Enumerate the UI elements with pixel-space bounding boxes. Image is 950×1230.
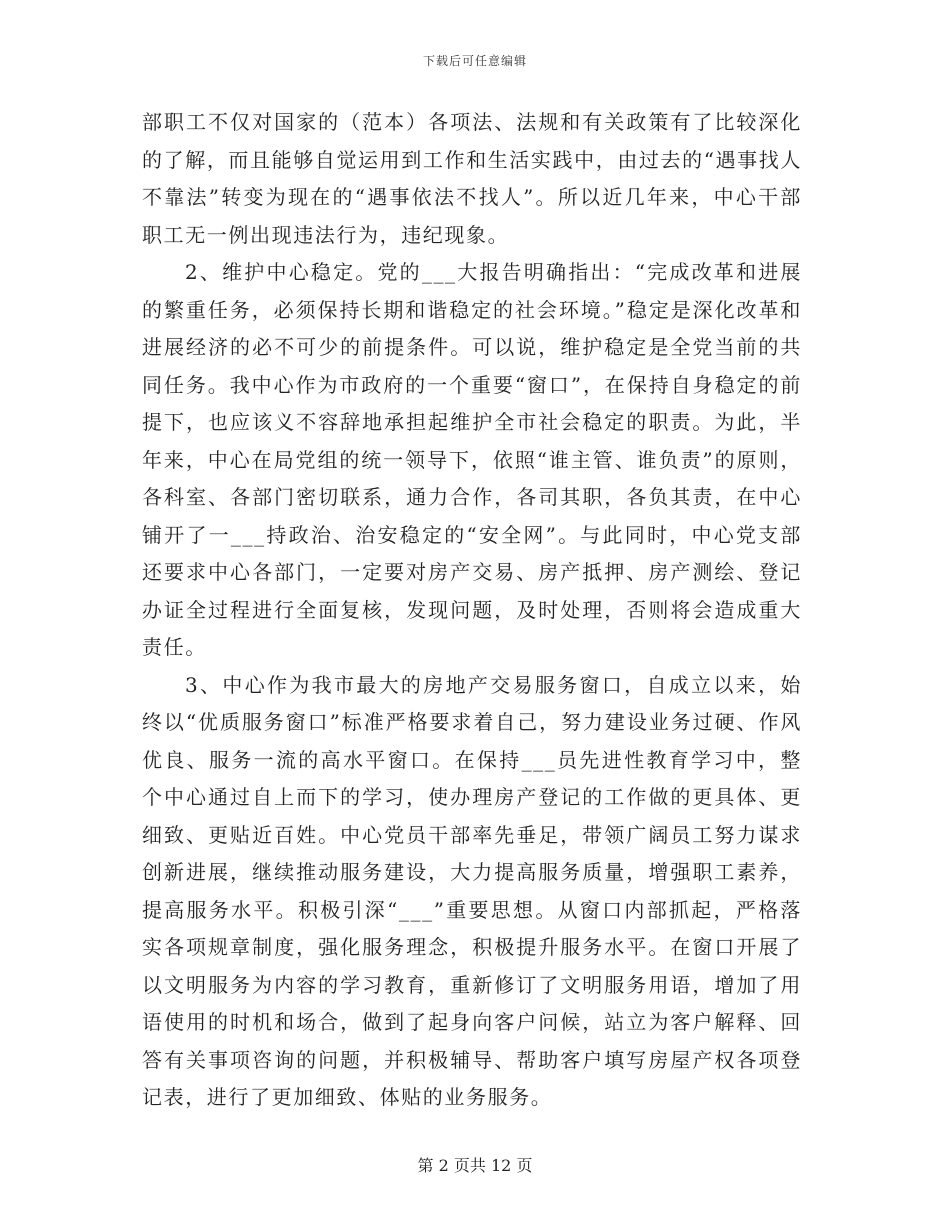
document-body — [142, 104, 802, 1117]
paragraph-3: 3、中心作为我市最大的房地产交易服务窗口，自成立以来，始终以“优质服务窗口”标准严格要求着自己，努力建设业务过硬、作风优良、服务一流的高水平窗口。在保持___员先进性教育学习中，整个中心通过自上而下的学习，使办理房产登记的工作做的更具体、更细致、更贴近百姓。中心党员干部率先垂足，带领广阔员工努力谋求创新进展，继续推动服务建设，大力提高服务质量，增强职工素养，提高服务水平。积极引深“___”重要思想。从窗口内部抓起，严格落实各项规章制度，强化服务理念，积极提升服务水平。在窗口开展了以文明服务为内容的学习教育，重新修订了文明服务用语，增加了用语使用的时机和场合，做到了起身向客户问候，站立为客户解释、回答有关事项咨询的问题，并积极辅导、帮助客户填写房屋产权各项登记表，进行了更加细致、体贴的业务服务。 — [142, 672, 802, 1109]
paragraph-2: 2、维护中心稳定。党的___大报告明确指出：“完成改革和进展的繁重任务，必须保持长期和谐稳定的社会环境。”稳定是深化改革和进展经济的必不可少的前提条件。可以说，维护稳定是全党当前的共同任务。我中心作为市政府的一个重要“窗口”，在保持自身稳定的前提下，也应该义不容辞地承担起维护全市社会稳定的职责。为此，半年来，中心在局党组的统一领导下，依照“谁主管、谁负责”的原则，各科室、各部门密切联系，通力合作，各司其职，各负其责，在中心铺开了一___持政治、治安稳定的“安全网”。与此同时，中心党支部还要求中心各部门，一定要对房产交易、房产抵押、房产测绘、登记办证全过程进行全面复核，发现问题，及时处理，否则将会造成重大责任。 — [142, 260, 802, 659]
paragraph-1: 部职工不仅对国家的（范本）各项法、法规和有关政策有了比较深化的了解，而且能够自觉运用到工作和生活实践中，由过去的“遇事找人不靠法”转变为现在的“遇事依法不找人”。所以近几年来，中心干部职工无一例出现违法行为，违纪现象。 — [142, 110, 802, 247]
page-number-footer: 第 2 页共 12 页 — [417, 1156, 533, 1175]
page-header: 下载后可任意编辑 — [422, 54, 527, 68]
